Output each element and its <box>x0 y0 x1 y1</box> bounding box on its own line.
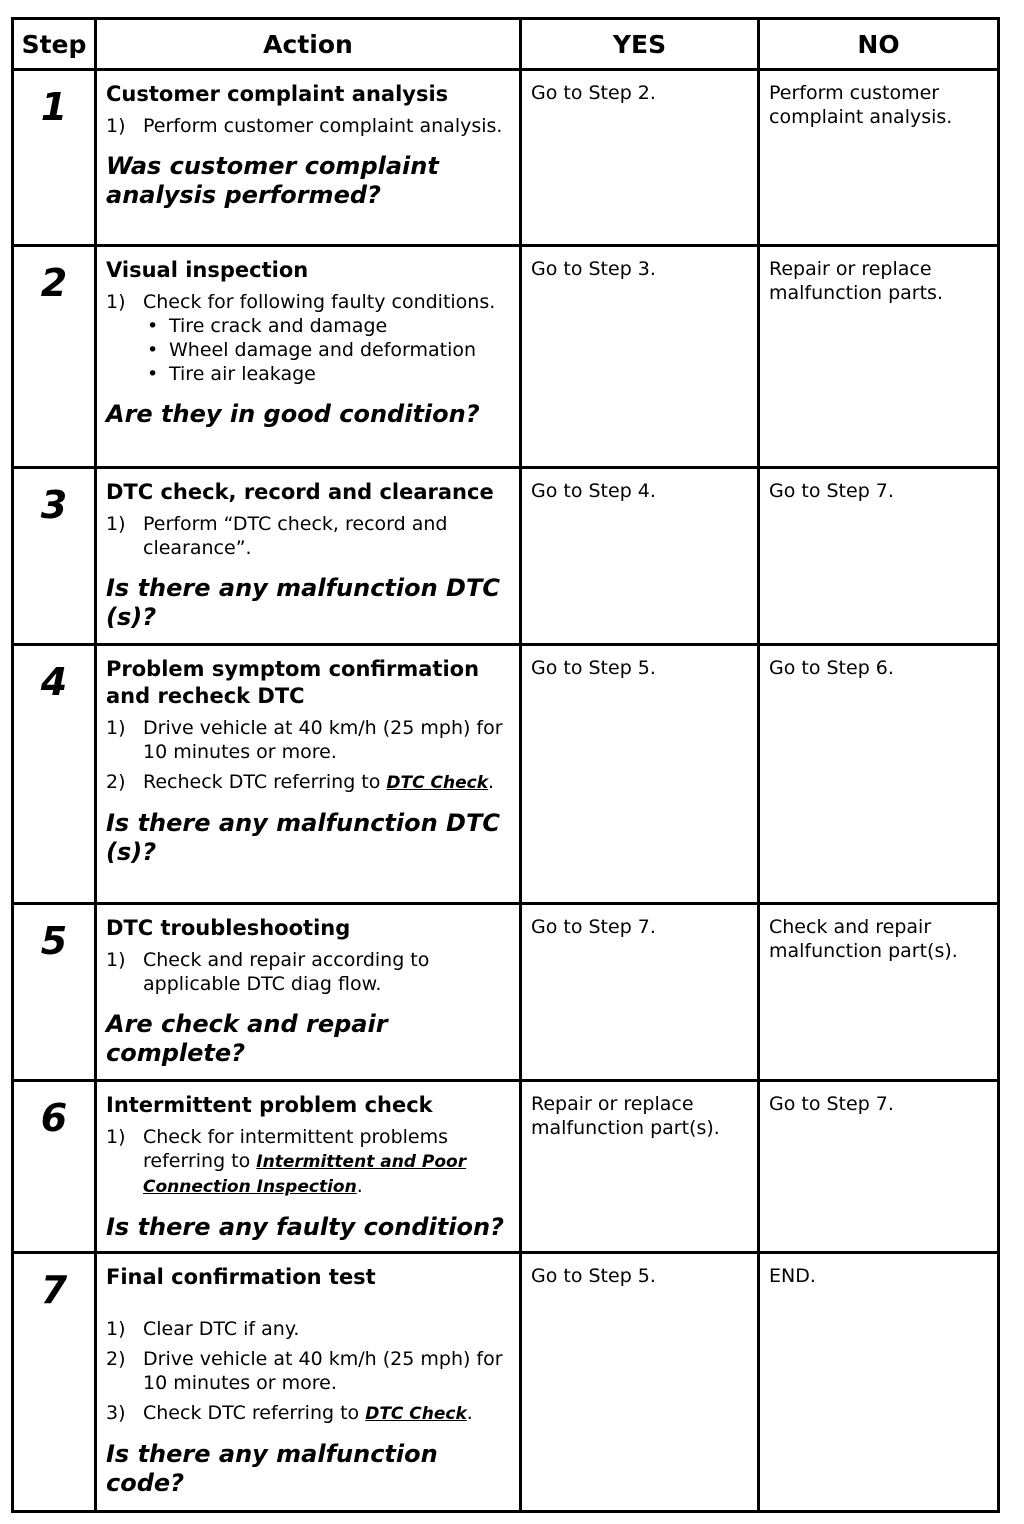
condition-item <box>143 362 511 386</box>
action-step-item <box>106 716 511 764</box>
step-number: 2 <box>13 246 96 468</box>
yes-result: Go to Step 5. <box>521 1253 759 1512</box>
action-cell <box>96 645 521 904</box>
bullet-icon: • <box>147 315 159 337</box>
no-result: Check and repair malfunction part(s). <box>759 904 999 1081</box>
action-step-item <box>106 1125 511 1199</box>
item-number: 1) <box>106 949 126 971</box>
item-number: 1) <box>106 1126 126 1148</box>
action-title: Customer complaint analysis <box>106 82 449 106</box>
step-number: 4 <box>13 645 96 904</box>
action-title: Final confirmation test <box>106 1265 376 1289</box>
condition-item <box>143 338 511 362</box>
decision-question: Was customer complaint analysis performed? <box>106 152 439 209</box>
bullet-icon: • <box>147 363 159 385</box>
diagnostic-flow-table <box>11 17 1000 1513</box>
item-text-end: . <box>488 771 495 793</box>
action-step-item <box>106 512 511 560</box>
action-cell <box>96 70 521 246</box>
item-text: Clear DTC if any. <box>143 1318 300 1340</box>
bullet-icon: • <box>147 339 159 361</box>
action-steps <box>106 114 511 138</box>
decision-question: Are they in good condition? <box>106 400 480 428</box>
item-number: 1) <box>106 513 126 535</box>
item-number: 1) <box>106 717 126 739</box>
header-yes: YES <box>521 19 759 70</box>
header-no: NO <box>759 19 999 70</box>
yes-result: Go to Step 3. <box>521 246 759 468</box>
item-number: 1) <box>106 291 126 313</box>
condition-item <box>143 314 511 338</box>
table-row <box>13 246 999 468</box>
decision-question: Is there any malfunction DTC (s)? <box>106 574 500 631</box>
condition-list <box>143 314 511 386</box>
table-row <box>13 904 999 1081</box>
yes-result: Go to Step 2. <box>521 70 759 246</box>
action-step-item <box>106 1401 511 1426</box>
item-number: 2) <box>106 1348 126 1370</box>
decision-question: Is there any malfunction code? <box>106 1440 438 1497</box>
action-title: DTC troubleshooting <box>106 916 351 940</box>
action-steps <box>106 290 511 386</box>
yes-result: Go to Step 4. <box>521 468 759 645</box>
table-row <box>13 645 999 904</box>
decision-question: Is there any faulty condition? <box>106 1213 504 1241</box>
table-row <box>13 468 999 645</box>
action-title: DTC check, record and clearance <box>106 480 494 504</box>
decision-question: Is there any malfunction DTC (s)? <box>106 809 500 866</box>
table-row <box>13 1253 999 1512</box>
action-cell <box>96 246 521 468</box>
reference-link[interactable]: DTC Check <box>386 773 489 793</box>
step-number: 6 <box>13 1081 96 1253</box>
yes-result: Go to Step 7. <box>521 904 759 1081</box>
condition-text: Tire crack and damage <box>169 315 388 337</box>
decision-question: Are check and repair complete? <box>106 1010 388 1067</box>
item-text: Check and repair according to applicable DTC diag flow. <box>143 949 430 995</box>
step-number: 1 <box>13 70 96 246</box>
action-step-item <box>106 114 511 138</box>
item-number: 3) <box>106 1402 126 1424</box>
no-result: Repair or replace malfunction parts. <box>759 246 999 468</box>
action-steps <box>106 716 511 795</box>
step-number: 5 <box>13 904 96 1081</box>
item-text: Drive vehicle at 40 km/h (25 mph) for 10 minutes or more. <box>143 717 503 763</box>
no-result: END. <box>759 1253 999 1512</box>
action-cell <box>96 1081 521 1253</box>
step-number: 3 <box>13 468 96 645</box>
item-number: 2) <box>106 771 126 793</box>
item-text-end: . <box>356 1175 363 1197</box>
action-title: Problem symptom confirmation and recheck DTC <box>106 657 480 708</box>
header-row <box>13 19 999 70</box>
action-cell <box>96 468 521 645</box>
item-text: Check for following faulty conditions. <box>143 291 496 313</box>
action-title: Visual inspection <box>106 258 309 282</box>
action-cell <box>96 904 521 1081</box>
action-title: Intermittent problem check <box>106 1093 433 1117</box>
item-text: Perform customer complaint analysis. <box>143 115 503 137</box>
action-steps <box>106 1317 511 1426</box>
header-action: Action <box>96 19 521 70</box>
item-text: Check for intermittent problems referring to <box>143 1126 449 1172</box>
action-steps <box>106 1125 511 1199</box>
action-step-item <box>106 770 511 795</box>
header-step: Step <box>13 19 96 70</box>
item-text: Perform “DTC check, record and clearance”. <box>143 513 448 559</box>
no-result: Perform customer complaint analysis. <box>759 70 999 246</box>
action-step-item <box>106 948 511 996</box>
reference-link[interactable]: DTC Check <box>365 1404 467 1424</box>
no-result: Go to Step 7. <box>759 1081 999 1253</box>
condition-text: Wheel damage and deformation <box>169 339 477 361</box>
item-text: Recheck DTC referring to <box>143 771 387 793</box>
yes-result: Go to Step 5. <box>521 645 759 904</box>
action-steps <box>106 948 511 996</box>
table-row <box>13 70 999 246</box>
no-result: Go to Step 7. <box>759 468 999 645</box>
action-step-item <box>106 290 511 386</box>
reference-link[interactable]: Intermittent and Poor Connection Inspection <box>143 1152 467 1197</box>
condition-text: Tire air leakage <box>169 363 316 385</box>
step-number: 7 <box>13 1253 96 1512</box>
item-text: Check DTC referring to <box>143 1402 366 1424</box>
action-step-item <box>106 1347 511 1395</box>
item-number: 1) <box>106 1318 126 1340</box>
action-step-item <box>106 1317 511 1341</box>
no-result: Go to Step 6. <box>759 645 999 904</box>
item-text: Drive vehicle at 40 km/h (25 mph) for 10 minutes or more. <box>143 1348 503 1394</box>
table-row <box>13 1081 999 1253</box>
item-number: 1) <box>106 115 126 137</box>
yes-result: Repair or replace malfunction part(s). <box>521 1081 759 1253</box>
item-text-end: . <box>466 1402 473 1424</box>
action-cell <box>96 1253 521 1512</box>
action-steps <box>106 512 511 560</box>
